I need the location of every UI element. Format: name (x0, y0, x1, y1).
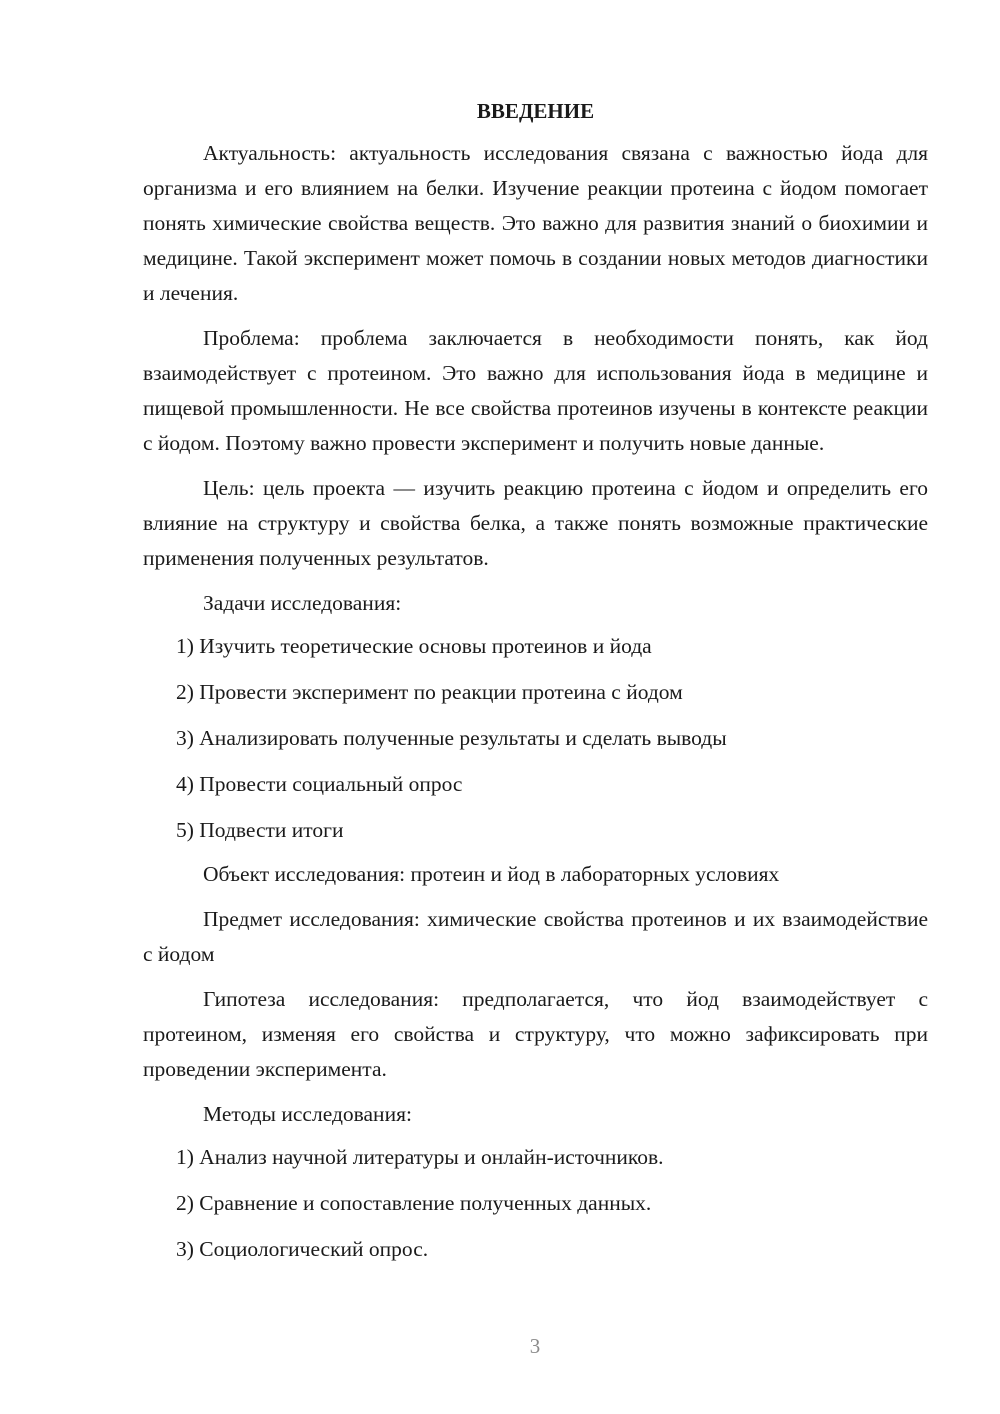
list-item: 1) Анализ научной литературы и онлайн-источников. (176, 1145, 664, 1169)
list-item: 5) Подвести итоги (176, 818, 344, 842)
methods-heading: Методы исследования: (203, 1102, 412, 1126)
list-item: 2) Сравнение и сопоставление полученных данных. (176, 1191, 652, 1215)
list-item: 3) Анализировать полученные результаты и сделать выводы (176, 726, 727, 750)
goal-paragraph: Цель: цель проекта — изучить реакцию протеина с йодом и определить его влияние на структуру и свойства белка, а также понять возможные практические применения полученных результатов. (143, 476, 928, 570)
methods-list (143, 1134, 928, 1272)
list-item: 4) Провести социальный опрос (176, 772, 463, 796)
list-item: 2) Провести эксперимент по реакции протеина с йодом (176, 680, 683, 704)
tasks-heading: Задачи исследования: (203, 591, 402, 615)
tasks-list (143, 623, 928, 853)
problem-paragraph: Проблема: проблема заключается в необходимости понять, как йод взаимодействует с протеином. Это важно для использования йода в медицине и пищевой промышленности. Не все свойства протеинов изучены в контексте реакции с йодом. Поэтому важно провести эксперимент и получить новые данные. (143, 326, 928, 455)
page-number: 3 (529, 1334, 541, 1358)
section-title: ВВЕДЕНИЕ (476, 99, 595, 123)
relevance-paragraph: Актуальность: актуальность исследования связана с важностью йода для организма и его влиянием на белки. Изучение реакции протеина с йодом помогает понять химические свойства веществ. Это важно для развития знаний о биохимии и медицине. Такой эксперимент может помочь в создании новых методов диагностики и лечения. (143, 141, 928, 305)
list-item: 1) Изучить теоретические основы протеинов и йода (176, 634, 652, 658)
subject-paragraph: Предмет исследования: химические свойства протеинов и их взаимодействие с йодом (143, 907, 928, 966)
list-item: 3) Социологический опрос. (176, 1237, 429, 1261)
object-paragraph: Объект исследования: протеин и йод в лабораторных условиях (203, 862, 780, 886)
document-body (143, 98, 928, 1272)
hypothesis-paragraph: Гипотеза исследования: предполагается, что йод взаимодействует с протеином, изменяя его свойства и структуру, что можно зафиксировать при проведении эксперимента. (143, 987, 928, 1081)
